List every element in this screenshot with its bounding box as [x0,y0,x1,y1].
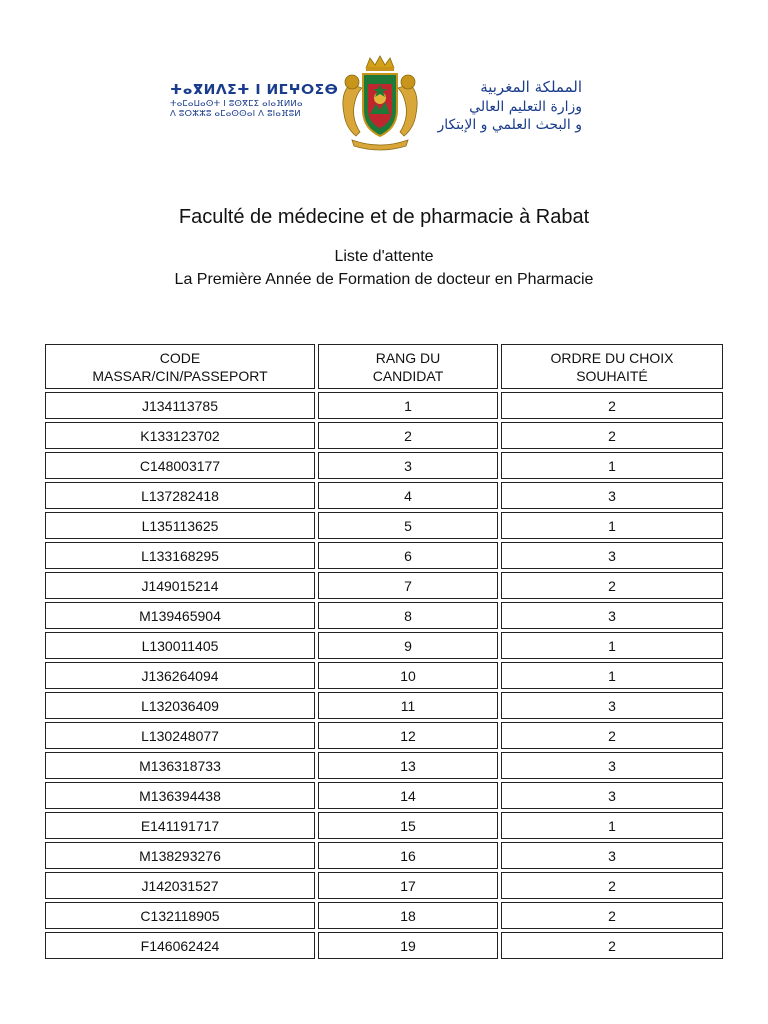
cell-code: J136264094 [45,662,315,689]
table-row [45,452,723,479]
cell-code: K133123702 [45,422,315,449]
cell-rank: 16 [318,842,498,869]
cell-code: L130011405 [45,632,315,659]
document-title: Faculté de médecine et de pharmacie à Rabat [178,206,590,228]
cell-code: L130248077 [45,722,315,749]
cell-choice-order: 1 [501,452,723,479]
cell-rank: 8 [318,602,498,629]
cell-choice-order: 1 [501,632,723,659]
cell-rank: 19 [318,932,498,959]
cell-choice-order: 1 [501,812,723,839]
cell-choice-order: 2 [501,392,723,419]
column-header-code [45,344,315,389]
table-row [45,482,723,509]
table-row [45,902,723,929]
arabic-line-1: المملكة المغربية [480,78,582,96]
table-body [45,392,723,959]
cell-rank: 3 [318,452,498,479]
table-row [45,542,723,569]
cell-code: F146062424 [45,932,315,959]
cell-rank: 11 [318,692,498,719]
tifinagh-line-3: ⴷ ⵓⵔⵣⵣⵓ ⴰⵎⴰⵙⵙⴰⵏ ⴷ ⵓⵏⴰⴼⵓⵍ [170,108,301,119]
table-row [45,662,723,689]
waiting-list-table-container [42,341,726,962]
table-row [45,782,723,809]
cell-choice-order: 2 [501,422,723,449]
tifinagh-line-1: ⵜⴰⴳⵍⴷⵉⵜ ⵏ ⵍⵎⵖⵔⵉⴱ [170,82,339,98]
cell-rank: 5 [318,512,498,539]
document-subtitle-program: La Première Année de Formation de docteur en Pharmacie [174,271,594,288]
cell-rank: 10 [318,662,498,689]
moroccan-coat-of-arms-icon [330,54,430,154]
cell-choice-order: 3 [501,842,723,869]
table-row [45,422,723,449]
cell-choice-order: 2 [501,902,723,929]
table-row [45,812,723,839]
cell-code: L137282418 [45,482,315,509]
cell-rank: 4 [318,482,498,509]
column-header-choice-order [501,344,723,389]
table-row [45,512,723,539]
column-header-code-line-1: CODE [159,349,201,366]
column-header-rank [318,344,498,389]
cell-code: M139465904 [45,602,315,629]
tifinagh-line-2: ⵜⴰⵎⴰⵡⴰⵙⵜ ⵏ ⵓⵙⴳⵎⵉ ⴰⵏⴰⴼⵍⵍⴰ [170,98,303,109]
table-header-row [45,344,723,389]
page-header [0,50,768,160]
cell-code: C148003177 [45,452,315,479]
tifinagh-ministry-name [170,82,339,119]
cell-code: C132118905 [45,902,315,929]
document-subtitle-waiting-list: Liste d'attente [334,248,434,265]
cell-code: E141191717 [45,812,315,839]
table-row [45,692,723,719]
cell-rank: 2 [318,422,498,449]
column-header-code-line-2: MASSAR/CIN/PASSEPORT [92,367,268,384]
table-row [45,752,723,779]
waiting-list-table [42,341,726,962]
table-row [45,632,723,659]
cell-code: M136394438 [45,782,315,809]
cell-code: J134113785 [45,392,315,419]
cell-code: M138293276 [45,842,315,869]
cell-choice-order: 2 [501,572,723,599]
cell-code: L135113625 [45,512,315,539]
cell-rank: 18 [318,902,498,929]
arabic-line-3: و البحث العلمي و الإبتكار [437,117,582,134]
cell-choice-order: 2 [501,722,723,749]
table-row [45,872,723,899]
table-row [45,602,723,629]
table-row [45,572,723,599]
table-row [45,842,723,869]
cell-rank: 9 [318,632,498,659]
cell-choice-order: 3 [501,542,723,569]
column-header-choice-line-1: ORDRE DU CHOIX [550,349,674,366]
table-row [45,392,723,419]
cell-rank: 17 [318,872,498,899]
cell-rank: 13 [318,752,498,779]
cell-choice-order: 3 [501,782,723,809]
table-row [45,722,723,749]
cell-code: M136318733 [45,752,315,779]
cell-choice-order: 3 [501,752,723,779]
table-row [45,932,723,959]
cell-rank: 7 [318,572,498,599]
arabic-line-2: وزارة التعليم العالي [469,98,582,115]
cell-rank: 12 [318,722,498,749]
cell-rank: 6 [318,542,498,569]
cell-choice-order: 1 [501,512,723,539]
cell-code: J142031527 [45,872,315,899]
column-header-rank-line-1: RANG DU [375,349,441,366]
cell-choice-order: 2 [501,872,723,899]
column-header-rank-line-2: CANDIDAT [372,367,444,384]
cell-code: L132036409 [45,692,315,719]
cell-choice-order: 3 [501,482,723,509]
cell-choice-order: 1 [501,662,723,689]
cell-rank: 15 [318,812,498,839]
cell-code: L133168295 [45,542,315,569]
cell-choice-order: 3 [501,602,723,629]
cell-rank: 14 [318,782,498,809]
cell-choice-order: 2 [501,932,723,959]
arabic-ministry-name [430,78,582,135]
cell-rank: 1 [318,392,498,419]
column-header-choice-line-2: SOUHAITÉ [576,367,648,384]
cell-choice-order: 3 [501,692,723,719]
cell-code: J149015214 [45,572,315,599]
